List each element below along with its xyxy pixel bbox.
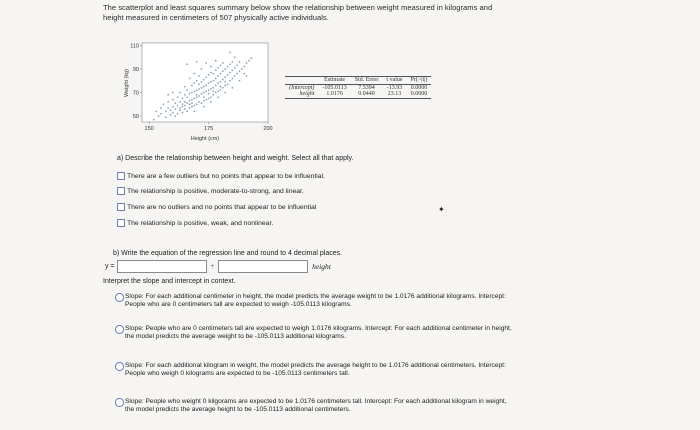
scatter-point	[179, 107, 181, 109]
scatter-point	[193, 90, 195, 92]
y-tick-label: 70	[132, 90, 139, 97]
scatter-point	[193, 98, 195, 100]
scatter-point	[196, 61, 198, 63]
choice-label: The relationship is positive, moderate-to-strong, and linear.	[127, 187, 304, 195]
table-cell: -105.0113	[322, 84, 347, 91]
scatter-point	[196, 89, 198, 91]
problem-intro: The scatterplot and least squares summary below show the relationship between weight measured in kilograms and height measured in centimeters of 507 physically active individuals.	[103, 3, 493, 22]
scatter-point	[227, 74, 229, 76]
scatter-point	[191, 99, 193, 101]
scatter-point	[170, 109, 172, 111]
table-cell: 0.0440	[351, 91, 383, 98]
scatterplot	[120, 38, 280, 148]
checkbox[interactable]	[117, 187, 125, 195]
scatter-point	[246, 75, 248, 77]
scatter-point	[163, 103, 165, 105]
scatter-point	[208, 98, 210, 100]
table-cell: -13.93	[386, 84, 403, 91]
scatter-point	[198, 101, 200, 103]
scatter-point	[239, 70, 241, 72]
scatter-point	[201, 68, 203, 70]
scatter-point	[165, 110, 167, 112]
scatter-point	[196, 80, 198, 82]
scatter-point	[205, 90, 207, 92]
scatter-point	[210, 66, 212, 68]
scatter-point	[182, 112, 184, 114]
x-tick-label: 175	[203, 126, 214, 132]
choice-positive-moderate-linear[interactable]	[117, 187, 304, 195]
scatter-point	[212, 90, 214, 92]
equation-prefix: y =	[105, 263, 115, 270]
scatter-point	[203, 92, 205, 94]
scatter-point	[160, 107, 162, 109]
choice-outliers-not-influential[interactable]	[117, 172, 325, 180]
scatter-point	[222, 70, 224, 72]
scatter-point	[165, 116, 167, 118]
table-header	[285, 77, 318, 85]
scatter-point	[203, 106, 205, 108]
interpretation-option-4[interactable]	[115, 398, 515, 414]
scatter-point	[184, 108, 186, 110]
table-row	[285, 84, 431, 91]
regression-table-container	[285, 76, 485, 99]
table-cell: (Intercept)	[289, 84, 315, 91]
scatter-point	[234, 56, 236, 58]
scatter-point	[198, 75, 200, 77]
scatter-point	[174, 115, 176, 117]
scatter-point	[186, 110, 188, 112]
y-axis-label: Weight (kg)	[124, 68, 130, 98]
slope-input[interactable]	[218, 260, 308, 273]
scatter-point	[231, 77, 233, 79]
scatter-point	[198, 95, 200, 97]
scatter-point	[222, 79, 224, 81]
scatter-point	[189, 107, 191, 109]
scatter-point	[177, 113, 179, 115]
scatter-point	[205, 85, 207, 87]
table-row	[285, 91, 431, 98]
scatter-point	[177, 96, 179, 98]
scatter-point	[172, 106, 174, 108]
scatter-point	[167, 107, 169, 109]
scatter-point	[236, 73, 238, 75]
scatter-point	[215, 77, 217, 79]
scatter-point	[217, 82, 219, 84]
scatter-point	[224, 92, 226, 94]
scatter-point	[174, 108, 176, 110]
table-header: t value	[382, 77, 406, 85]
table-cell: 7.5394	[358, 84, 375, 91]
scatter-point	[220, 81, 222, 83]
option-text: Slope: For each additional kilogram in weight, the model predicts the average height to be 1.0176 additional centimeters. Intercept: People who weigh 0 kilograms are expected to be -105.0113 centimeters tall.	[125, 362, 506, 378]
scatter-point	[198, 88, 200, 90]
choice-no-outliers[interactable]	[117, 203, 316, 211]
x-axis-label: Height (cm)	[190, 136, 220, 142]
scatter-point	[224, 85, 226, 87]
mouse-cursor-icon: ✦	[438, 205, 445, 214]
scatter-point	[203, 100, 205, 102]
scatter-point	[201, 87, 203, 89]
choice-label: There are no outliers and no points that appear to be influential	[127, 203, 317, 211]
table-cell: 1.0176	[318, 91, 350, 98]
equation-variable: height	[312, 262, 331, 271]
scatter-point	[229, 80, 231, 82]
scatter-point	[246, 62, 248, 64]
scatter-point	[191, 106, 193, 108]
scatter-point	[222, 87, 224, 89]
scatter-point	[212, 80, 214, 82]
plot-area	[142, 43, 268, 122]
scatter-point	[210, 96, 212, 98]
table-header: Estimate	[318, 77, 350, 85]
scatter-point	[189, 93, 191, 95]
scatter-point	[239, 61, 241, 63]
checkbox[interactable]	[117, 219, 125, 227]
scatter-point	[220, 65, 222, 67]
checkbox[interactable]	[117, 203, 125, 211]
scatter-point	[208, 74, 210, 76]
choice-positive-weak-nonlinear[interactable]	[117, 219, 273, 227]
y-ticks	[130, 43, 142, 120]
table-header-row	[285, 77, 431, 85]
scatter-point	[191, 102, 193, 104]
option-text: Slope: People who weight 0 kilgorams are expected to be 1.0176 centimeters tall. Intercept: For each additional kilogram in weight, the model predicts the average height to be -105.0113 additional centimeters.	[125, 398, 507, 414]
scatter-point	[234, 67, 236, 69]
part-a-prompt: a) Describe the relationship between height and weight. Select all that apply.	[117, 155, 354, 162]
scatter-point	[203, 79, 205, 81]
scatter-point	[193, 73, 195, 75]
scatter-point	[222, 62, 224, 64]
scatter-point	[155, 110, 157, 112]
y-tick-label: 50	[132, 114, 139, 121]
choice-label: The relationship is positive, weak, and nonlinear.	[127, 219, 274, 227]
scatter-point	[234, 75, 236, 77]
scatter-point	[182, 103, 184, 105]
scatter-point	[182, 106, 184, 108]
scatter-point	[236, 65, 238, 67]
x-tick-label: 150	[144, 126, 154, 132]
interpret-prompt: Interpret the slope and intercept in context.	[103, 278, 236, 285]
regression-equation	[105, 260, 331, 273]
scatter-point	[184, 86, 186, 88]
scatter-point	[217, 67, 219, 69]
scatter-point	[231, 61, 233, 63]
scatter-point	[193, 82, 195, 84]
scatter-point	[179, 101, 181, 103]
option-text: Slope: For each additional centimeter in height, the model predicts the average weight to be 1.0176 additional kilograms. Intercept: People who are 0 centimeters tall are expected to weigh -105.0113 kilograms.	[125, 293, 506, 309]
scatter-point	[186, 89, 188, 91]
scatter-point	[239, 80, 241, 82]
table-header: Pr(>|t|)	[407, 77, 432, 85]
scatter-point	[193, 110, 195, 112]
scatter-point	[191, 85, 193, 87]
scatter-point	[212, 87, 214, 89]
scatter-point	[217, 75, 219, 77]
scatter-point	[210, 72, 212, 74]
scatter-point	[193, 105, 195, 107]
scatter-point	[217, 96, 219, 98]
scatter-point	[184, 105, 186, 107]
scatter-point	[227, 66, 229, 68]
scatter-point	[215, 85, 217, 87]
scatter-point	[198, 83, 200, 85]
scatter-point	[243, 66, 245, 68]
choice-label: There are a few outliers but no points that appear to be influential.	[127, 172, 325, 180]
intercept-input[interactable]	[117, 260, 207, 273]
scatter-point	[186, 63, 188, 65]
radio-button[interactable]	[115, 398, 124, 407]
regression-table	[285, 76, 431, 99]
scatter-point	[167, 94, 169, 96]
scatter-point	[196, 103, 198, 105]
scatter-point	[196, 96, 198, 98]
scatter-point	[210, 81, 212, 83]
scatter-point	[229, 72, 231, 74]
scatter-point	[248, 60, 250, 62]
scatter-point	[231, 69, 233, 71]
scatter-point	[215, 69, 217, 71]
scatter-point	[172, 112, 174, 114]
scatter-point	[220, 89, 222, 91]
table-cell: 23.13	[382, 91, 406, 98]
scatter-point	[220, 86, 222, 88]
scatter-point	[158, 115, 160, 117]
scatter-point	[179, 109, 181, 111]
scatter-point	[205, 62, 207, 64]
scatter-point	[227, 83, 229, 85]
table-cell: 0.0000	[410, 84, 428, 91]
scatter-point	[208, 89, 210, 91]
scatter-point	[210, 88, 212, 90]
scatter-point	[241, 68, 243, 70]
scatter-point	[205, 99, 207, 101]
scatter-point	[229, 52, 231, 54]
plus-sign: +	[210, 263, 215, 270]
scatter-point	[186, 102, 188, 104]
interpretation-option-2[interactable]	[115, 325, 515, 341]
scatter-point	[217, 90, 219, 92]
scatter-point	[212, 94, 214, 96]
table-cell: 0.0000	[407, 91, 432, 98]
scatter-point	[215, 60, 217, 62]
scatter-point	[220, 73, 222, 75]
scatter-point	[160, 113, 162, 115]
scatter-point	[229, 63, 231, 65]
scatter-point	[224, 68, 226, 70]
scatter-point	[184, 101, 186, 103]
scatter-point	[215, 92, 217, 94]
interpretation-option-3[interactable]	[115, 362, 515, 378]
part-b-prompt: b) Write the equation of the regression line and round to 4 decimal places.	[113, 250, 343, 257]
scatter-point	[212, 73, 214, 75]
scatter-point	[172, 92, 174, 94]
scatter-point	[191, 92, 193, 94]
scatter-point	[208, 93, 210, 95]
scatterplot-svg	[120, 38, 280, 148]
x-tick-label: 200	[263, 126, 273, 132]
scatter-point	[182, 98, 184, 100]
scatter-point	[189, 103, 191, 105]
scatter-point	[184, 94, 186, 96]
table-header: Std. Error	[351, 77, 383, 85]
radio-button[interactable]	[115, 325, 124, 334]
scatter-point	[250, 57, 252, 59]
checkbox[interactable]	[117, 172, 125, 180]
scatter-point	[224, 76, 226, 78]
scatter-point	[170, 114, 172, 116]
scatter-point	[203, 86, 205, 88]
scatter-point	[189, 100, 191, 102]
scatter-point	[174, 102, 176, 104]
scatter-point	[153, 119, 155, 121]
scatter-point	[189, 77, 191, 79]
option-text: Slope: People who are 0 centimeters tall are expected to weigh 1.0176 kilograms. Intercept: For each additional centimeter in height, the model predicts the average weight to be -105.0113 additional kilograms.	[125, 325, 512, 341]
table-cell: height	[285, 91, 318, 98]
scatter-point	[186, 96, 188, 98]
scatter-point	[201, 93, 203, 95]
scatter-point	[172, 99, 174, 101]
scatter-point	[179, 92, 181, 94]
radio-button[interactable]	[115, 362, 124, 371]
radio-button[interactable]	[115, 293, 124, 302]
scatter-point	[177, 105, 179, 107]
x-ticks	[145, 122, 273, 132]
interpretation-option-1[interactable]	[115, 293, 515, 309]
scatter-point	[201, 102, 203, 104]
scatter-point	[224, 81, 226, 83]
y-tick-label: 90	[132, 66, 139, 73]
scatter-point	[201, 81, 203, 83]
scatter-point	[196, 94, 198, 96]
scatter-point	[208, 82, 210, 84]
scatter-point	[243, 73, 245, 75]
scatter-point	[203, 96, 205, 98]
scatter-point	[210, 101, 212, 103]
y-tick-label: 110	[130, 43, 139, 50]
scatter-point	[231, 87, 233, 89]
scatter-point	[205, 76, 207, 78]
scatter-point	[167, 101, 169, 103]
